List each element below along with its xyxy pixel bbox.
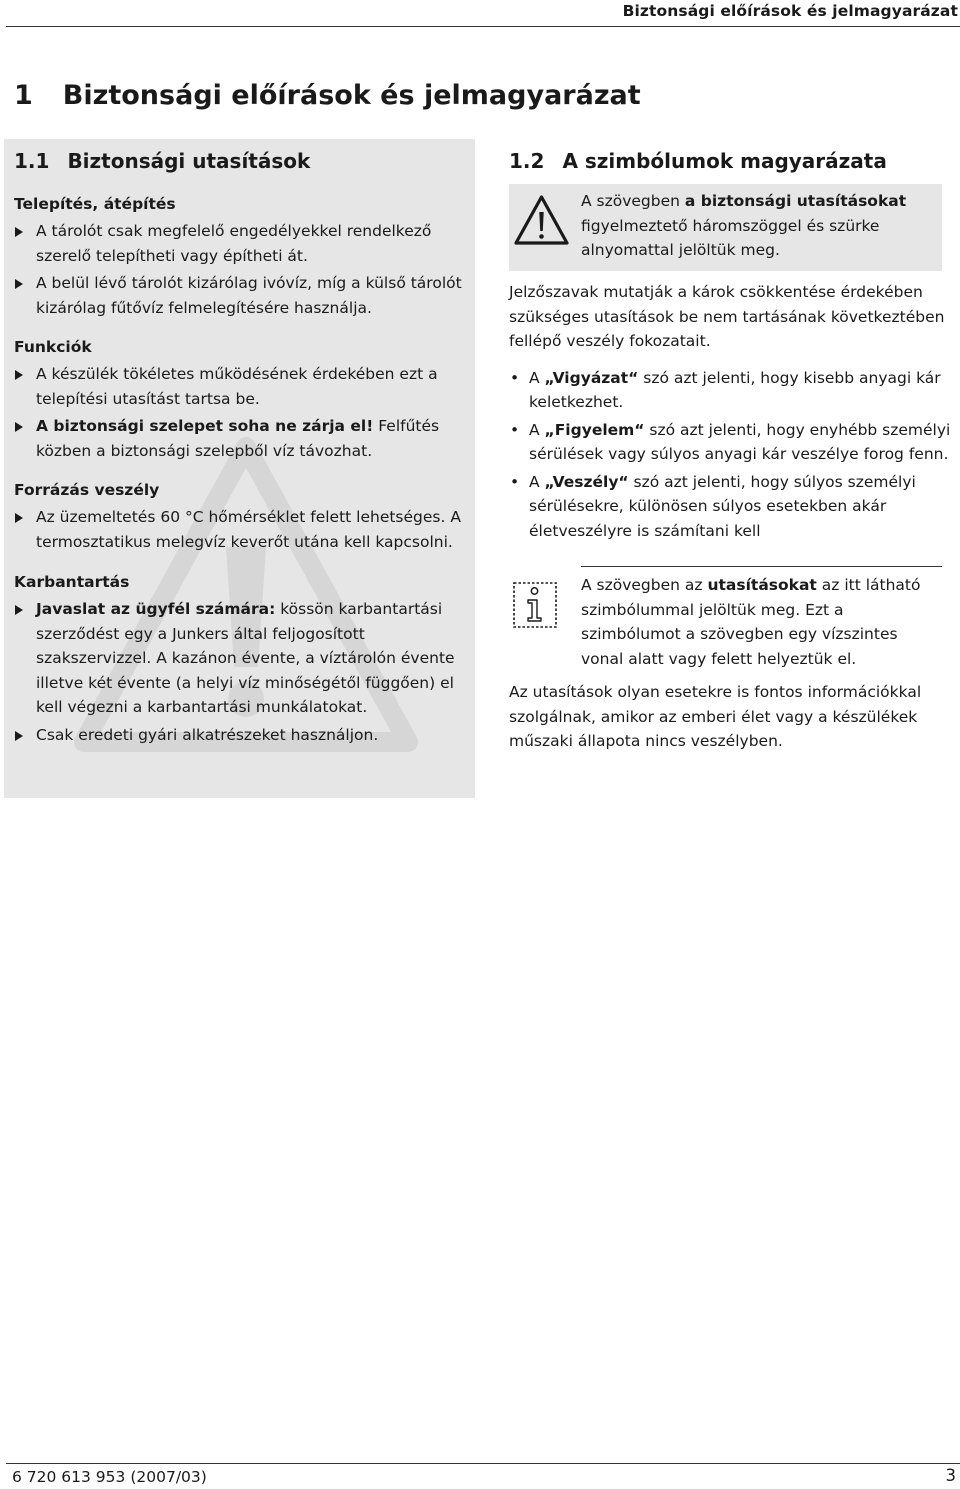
subheading-functions: Funkciók	[14, 338, 92, 356]
list-item: A belül lévő tárolót kizárólag ivóvíz, míg a külső tárolót kizárólag fűtővíz felmelegítésére használja.	[14, 271, 472, 320]
list-item: • A „Figyelem“ szó azt jelenti, hogy enyhébb személyi sérülések vagy súlyos anyagi kár veszélye forog fenn.	[509, 418, 957, 467]
safety-content	[14, 139, 472, 747]
symbols-column	[509, 139, 957, 754]
functions-list	[14, 362, 472, 463]
info-icon	[513, 582, 557, 628]
subheading-scald: Forrázás veszély	[14, 481, 160, 499]
list-item: A biztonsági szelepet soha ne zárja el! Felfűtés közben a biztonsági szelepből víz távozhat.	[14, 414, 472, 463]
list-item: Az üzemeltetés 60 °C hőmérséklet felett lehetséges. A termosztatikus melegvíz keverőt utána kell kapcsolni.	[14, 505, 472, 554]
triangle-bullet-icon	[15, 279, 23, 289]
subheading-install: Telepítés, átépítés	[14, 195, 176, 213]
triangle-bullet-icon	[15, 513, 23, 523]
bullet-dot-icon: •	[510, 472, 520, 491]
document-number: 6 720 613 953 (2007/03)	[12, 1468, 207, 1486]
list-item: Javaslat az ügyfél számára: kössön karbantartási szerződést egy a Junkers által feljogosított szakszervizzel. A kazánon évente, a víztárolón évente illetve két évente (a helyi víz minőségétől függően) el kell végezni a karbantartási munkálatokat.	[14, 597, 472, 720]
install-list	[14, 219, 472, 320]
scald-list	[14, 505, 472, 554]
triangle-bullet-icon	[15, 370, 23, 380]
chapter-title-text: Biztonsági előírások és jelmagyarázat	[62, 80, 641, 111]
section-number: 1.1	[14, 149, 50, 173]
header-rule	[6, 26, 960, 27]
section-title-safety	[14, 149, 472, 173]
section-number: 1.2	[509, 149, 545, 173]
page-number: 3	[945, 1466, 956, 1485]
list-item: Csak eredeti gyári alkatrészeket használjon.	[14, 723, 472, 748]
triangle-bullet-icon	[15, 605, 23, 615]
closing-paragraph: Az utasítások olyan esetekre is fontos információkkal szolgálnak, amikor az emberi élet vagy a készülékek műszaki állapota nincs veszélyben.	[509, 683, 922, 750]
info-rule	[581, 566, 942, 567]
signal-words-list	[509, 366, 957, 544]
list-item: A készülék tökéletes működésének érdekében ezt a telepítési utasítást tartsa be.	[14, 362, 472, 411]
list-item: • A „Vigyázat“ szó azt jelenti, hogy kisebb anyagi kár keletkezhet.	[509, 366, 957, 415]
list-item: A tárolót csak megfelelő engedélyekkel rendelkező szerelő telepítheti vagy építheti át.	[14, 219, 472, 268]
running-header: Biztonsági előírások és jelmagyarázat	[622, 2, 958, 20]
list-item: • A „Veszély“ szó azt jelenti, hogy súlyos személyi sérülésekre, különösen súlyos esetekben akár életveszélyre is számítani kell	[509, 470, 957, 544]
section-title-symbols	[509, 149, 957, 173]
subheading-maintenance: Karbantartás	[14, 573, 130, 591]
maintenance-list	[14, 597, 472, 747]
chapter-title	[14, 80, 641, 111]
info-box-text: A szövegben az utasításokat az itt látható szimbólummal jelöltük meg. Ezt a szimbólumot a szövegben egy vízszintes vonal alatt vagy felett helyeztük el.	[581, 576, 921, 668]
bullet-dot-icon: •	[510, 420, 520, 439]
warning-symbol-box	[509, 184, 942, 271]
chapter-number: 1	[14, 80, 33, 111]
signal-words-intro: Jelzőszavak mutatják a károk csökkentése érdekében szükséges utasítások be nem tartásának következtében fellépő veszély fokozatait.	[509, 283, 945, 350]
info-symbol-block	[509, 566, 942, 674]
safety-instructions-box	[4, 139, 475, 798]
warning-box-text: A szövegben a biztonsági utasításokat figyelmeztető háromszöggel és szürke alnyomattal jelöltük meg.	[581, 192, 907, 259]
bullet-dot-icon: •	[510, 368, 520, 387]
footer-rule	[6, 1463, 960, 1464]
triangle-bullet-icon	[15, 731, 23, 741]
section-title-text: A szimbólumok magyarázata	[562, 149, 887, 173]
section-title-text: Biztonsági utasítások	[67, 149, 311, 173]
warning-triangle-icon	[513, 194, 570, 246]
triangle-bullet-icon	[15, 422, 23, 432]
triangle-bullet-icon	[15, 227, 23, 237]
